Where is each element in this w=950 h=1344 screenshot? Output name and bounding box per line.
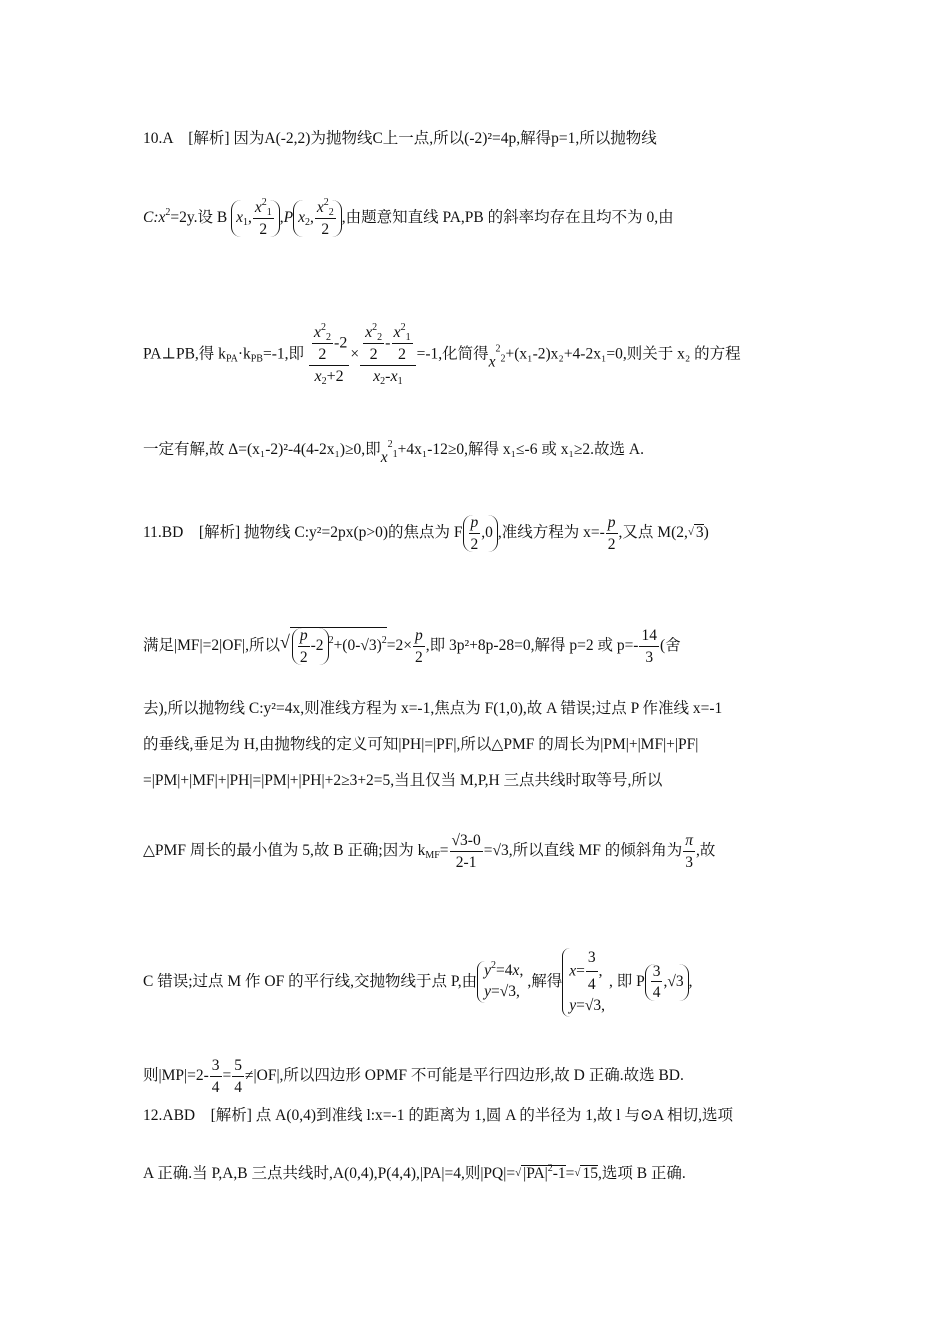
pq-radicand: $|PA|^2-1$ bbox=[523, 1163, 566, 1182]
q11-text: 则|MP|=2- bbox=[143, 1067, 209, 1085]
q10-text: =-1,化简得 bbox=[416, 345, 489, 363]
equation-system-1: $y^2=4x$, y=√3, bbox=[477, 961, 527, 1003]
slope-product-frac-1: $\frac{x^2_2}{2}$ -2 $x_2+2$ bbox=[309, 325, 349, 385]
q11-text: ,故 bbox=[696, 842, 716, 860]
q10-line-3: PA⊥PB,得 $k_{PA}\cdot k_{PB}=-1$,即 $\frac{x^2_2}{2}$ -2 $x_2+2$ × $\frac{x^2_2}{2}$ - $\frac{x^2_1}{2}$ $x_2-x_1$ =-1,化简得$x^2_2+(x_1-2)x_2+4-2x_1=0$,则关于 x₂ 的方程 bbox=[143, 322, 741, 387]
q10-text: +4x₁-12≥0,解得 x₁≤-6 或 x₁≥2.故选 A. bbox=[397, 441, 644, 458]
slope-mf-frac: $\frac{√3-0}{2-1}$ bbox=[451, 832, 481, 871]
q11-text: =2× bbox=[386, 637, 413, 655]
point-p-result: $\frac{3}{4}$ ,√3 bbox=[645, 964, 689, 1001]
point-b-coords: $x_1$, $\frac{x^2_1}{2}$ bbox=[231, 200, 280, 237]
q10-text: ,由题意知直线 PA,PB 的斜率均存在且均不为 0,由 bbox=[341, 209, 674, 227]
q12-line-1: 12.ABD [解析] 点 A(0,4)到准线 l:x=-1 的距离为 1,圆 A 的半径为 1,故 l 与⊙A 相切,选项 bbox=[143, 1107, 734, 1124]
q11-text: , 即 P bbox=[608, 972, 645, 990]
q11-line-5: =|PM|+|MF|+|PH|=|PM|+|PH|+2≥3+2=5,当且仅当 M,P,H 三点共线时取等号,所以 bbox=[143, 772, 663, 789]
q12-line-2: A 正确.当 P,A,B 三点共线时,A(0,4),P(4,4),|PA|=4,则|PQ|=√ $|PA|^2-1=√$ 15,选项 B 正确. bbox=[143, 1163, 686, 1182]
q11-line-2: 满足|MF|=2|OF|,所以√ $\frac{p}{2}$ -2 $^2+(0-√3)^2=2\times$ $\frac{p}{2}$ ,即 3p²+8p-28=0,解得 p=2 或 p=- $\frac{14}{3}$ (舍 bbox=[143, 627, 681, 666]
focus-coords: $\frac{p}{2}$ ,0 bbox=[463, 515, 498, 552]
q11-text: ≠|OF|,所以四边形 OPMF 不可能是平行四边形,故 D 正确.故选 BD. bbox=[245, 1067, 684, 1085]
q10-text: =2y.设 B bbox=[170, 209, 228, 227]
q11-text: △PMF 周长的最小值为 5,故 B 正确;因为 k bbox=[143, 842, 426, 860]
q12-text: A 正确.当 P,A,B 三点共线时,A(0,4),P(4,4),|PA|=4,则|PQ|= bbox=[143, 1165, 516, 1182]
q10-line-4: 一定有解,故 Δ=(x₁-2)²-4(4-2x₁)≥0,即$x^2_1+4x_1-12\ge 0$,解得 x₁≤-6 或 x₁≥2.故选 A. bbox=[143, 439, 644, 466]
q11-line-4: 的垂线,垂足为 H,由抛物线的定义可知|PH|=|PF|,所以△PMF 的周长为|PM|+|MF|+|PF| bbox=[143, 736, 699, 753]
q10-line-1: 10.A [解析] 因为A(-2,2)为抛物线C上一点,所以(-2)²=4p,解得p=1,所以抛物线 bbox=[143, 130, 657, 147]
q11-text: ,又点 M(2, bbox=[618, 524, 688, 542]
q10-text: 一定有解,故 Δ=(x₁-2)²-4(4-2x₁)≥0,即 bbox=[143, 441, 381, 458]
q10-text: PA⊥PB,得 k bbox=[143, 345, 226, 363]
q12-text: = bbox=[565, 1165, 575, 1182]
q11-line-3: 去),所以抛物线 C:y²=4x,则准线方程为 x=-1,焦点为 F(1,0),故 A 错误;过点 P 作准线 x=-1 bbox=[143, 700, 723, 717]
q11-text: = bbox=[222, 1067, 232, 1085]
q11-line-1: 11.BD [解析] 抛物线 C:y²=2px(p>0)的焦点为 F $\frac{p}{2}$ ,0 ,准线方程为 x=- $\frac{p}{2}$ ,又点 M(2,√ 3) bbox=[143, 514, 709, 553]
q11-text: (舍 bbox=[659, 637, 681, 655]
q11-text: =√3,所以直线 MF 的倾斜角为 bbox=[483, 842, 683, 860]
q10-line-2: $C:x^2=2y$.设 B $x_1$, $\frac{x^2_1}{2}$ ,P $x_2$, $\frac{x^2_2}{2}$ ,由题意知直线 PA,PB 的斜率均存在且均不为 0,由 bbox=[143, 197, 674, 238]
q11-text: , bbox=[688, 972, 693, 990]
q11-text: 满足|MF|=2|OF|,所以 bbox=[143, 637, 280, 655]
equation-system-2: x= $\frac{3}{4}$ , y=√3, bbox=[562, 948, 609, 1017]
q11-text: ,即 3p²+8p-28=0,解得 p=2 或 p=- bbox=[425, 637, 639, 655]
q11-text: ,准线方程为 x=- bbox=[497, 524, 605, 542]
slope-product-frac-2: $\frac{x^2_2}{2}$ - $\frac{x^2_1}{2}$ $x_2-x_1$ bbox=[360, 325, 416, 385]
q10-text: +(x₁-2)x₂+4-2x₁=0,则关于 x₂ 的方程 bbox=[505, 345, 741, 363]
q11-text: ,解得 bbox=[527, 972, 563, 990]
point-p-coords: $x_2$, $\frac{x^2_2}{2}$ bbox=[293, 200, 342, 237]
q11-text: C 错误;过点 M 作 OF 的平行线,交抛物线于点 P,由 bbox=[143, 972, 478, 990]
q11-line-6: △PMF 周长的最小值为 5,故 B 正确;因为 $k_{MF}=$ $\frac{√3-0}{2-1}$ =√3,所以直线 MF 的倾斜角为 $\frac{\pi}{3}$ ,故 bbox=[143, 832, 716, 871]
q11-text: 11.BD [解析] 抛物线 C:y²=2px(p>0)的焦点为 F bbox=[143, 524, 463, 542]
q11-line-7 bbox=[143, 948, 692, 1017]
q10-text: C:x bbox=[143, 209, 166, 227]
q11-text: = bbox=[439, 842, 449, 860]
q10-text: =-1,即 bbox=[262, 345, 304, 363]
q12-text: ,选项 B 正确. bbox=[597, 1165, 686, 1182]
distance-radicand: $\frac{p}{2}$ -2 $^2+(0-√3)^2$ bbox=[290, 627, 387, 665]
q11-line-8: 则|MP|=2- $\frac{3}{4}$ = $\frac{5}{4}$ ≠|OF|,所以四边形 OPMF 不可能是平行四边形,故 D 正确.故选 BD. bbox=[143, 1057, 684, 1096]
